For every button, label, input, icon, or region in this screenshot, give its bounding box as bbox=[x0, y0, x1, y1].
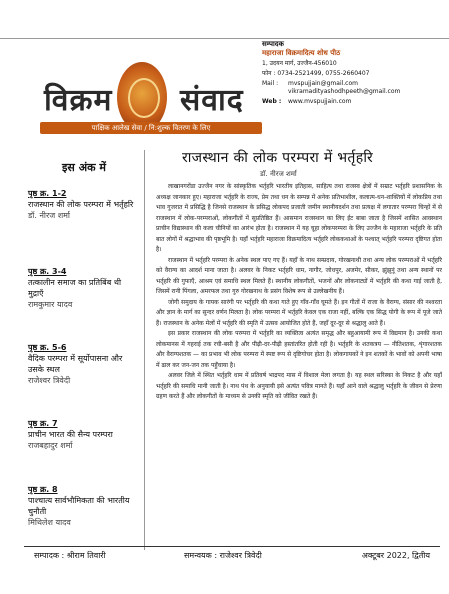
contents-item[interactable] bbox=[28, 266, 138, 310]
footer-coordinator: समन्वयक : राजेश्वर त्रिवेदी bbox=[184, 551, 262, 560]
article-author: डॉ. नीरज शर्मा bbox=[260, 170, 297, 178]
contents-item-title: पाश्चात्य सार्वभौमिकता की भारतीय चुनौती bbox=[28, 496, 130, 516]
web-label: Web : bbox=[262, 98, 282, 105]
article-paragraph: राजस्थान में भर्तृहरि परम्परा के अनेक स्थल पाए गए हैं। यहाँ के नाथ सम्प्रदाय, गोरखनाथी तथा अन्य लोक परम्पराओं में भर्तृहरि को वैराग्य का आदर्श माना जाता है। अलवर के निकट भर्तृहरि धाम, नागौर, जोधपुर, अजमेर, सीकर, झुंझुनूं तथा अन्य स्थानों पर भर्तृहरि की गुफाएँ, आश्रम एवं समाधि स्थल मिलते हैं। स्थानीय लोकगीतों, भजनों और लोकनाट्यों में भर्तृहरि की कथा गाई जाती है, जिसमें रानी पिंगला, अमरफल तथा गुरु गोरखनाथ के प्रसंग विशेष रूप से उल्लेखनीय हैं। bbox=[156, 256, 442, 295]
contents-item-title: प्राचीन भारत की सैन्य परम्परा bbox=[28, 430, 113, 439]
mail-label: Mail : bbox=[262, 80, 279, 87]
mail-link-2[interactable]: vikramadityashodhpeeth@gmail.com bbox=[288, 88, 401, 95]
article-paragraph: लाखानगरोंडा उज्जैन नगर के सांस्कृतिक भर्तृहरि भारतीय इतिहास, साहित्य तथा राजस्व क्षेत्रों में सम्राट भर्तृहरि प्रशासनिक के अध्यक्ष जानकार हुए। महाराजा भर्तृहरि के राज्य, प्रेम तथा धन के सम्पन्न में अनेक प्रतिभाशील, कलात्म-धन-शाक्तियों में लोकप्रिय तथा भाव गुजरात में प्रसिद्धि है जिनसे राजस्थान के प्रसिद्ध लोकपद प्रजाती जमीन स्थानीयदर्शन तथा प्रत्यक्ष में लगातार परम्परा चिन्हों में से राजस्थान में लोक-परम्पराओं, लोकगीतों में सुप्रतिष्ठित हैं। आसमान राजस्थान का लिए ईंट बाबा जाता है जिसमें शासित आवस्थान प्राचीन विद्यास्थान की कला चीनियों का आरंभ होता है। राजस्थान में यह चूहा लोकपरम्परा के लिए उज्जैन के महाराजा भर्तृहरि के प्रति बात लोगों में श्रद्धाभाव की पृष्ठभूमि है। यहाँ भर्तृहरि महाराजा विक्रमादित्य भर्तृहरि लोककथाओं के पश्चात् भर्तृहरि परम्परा दृष्टिगत होता है। bbox=[156, 183, 442, 253]
footer-rule bbox=[24, 546, 440, 547]
editor-heading: सम्पादक bbox=[262, 40, 284, 48]
contents-sidebar bbox=[24, 148, 144, 548]
contents-page-ref[interactable]: पृष्ठ क्र. 8 bbox=[28, 485, 58, 494]
footer-date: अक्टूबर 2022, द्वितीय bbox=[361, 551, 430, 560]
contents-page-ref[interactable]: पृष्ठ क्र. 5-6 bbox=[28, 343, 67, 352]
contents-item-title: राजस्थान की लोक परम्परा में भर्तृहरि bbox=[28, 200, 134, 209]
contents-title: इस अंक में bbox=[62, 161, 106, 174]
contents-item-author: राजेश्वर त्रिवेदी bbox=[28, 376, 71, 385]
contents-item-title: तत्कालीन समाज का प्रतिबिंब थी मुद्राएँ bbox=[28, 278, 122, 298]
contents-page-ref[interactable]: पृष्ठ क्र. 3-4 bbox=[28, 267, 67, 276]
contents-item[interactable] bbox=[28, 188, 138, 221]
masthead-tagline: पाक्षिक आलेख सेवा / नि:शुल्क वितरण के लिए bbox=[40, 122, 262, 134]
contents-page-ref[interactable]: पृष्ठ क्र. 7 bbox=[28, 419, 58, 428]
masthead-title-left: विक्रम bbox=[44, 83, 113, 118]
editor-org: महाराजा विक्रमादित्य शोध पीठ bbox=[262, 49, 341, 57]
contents-item-title: वैदिक परम्परा में सूर्योपासना और उसके स्थल bbox=[28, 354, 123, 374]
editor-panel bbox=[262, 40, 449, 136]
article-paragraph: जोगी समुदाय के गायक सारंगी पर भर्तृहरि की कथा गाते हुए गाँव-गाँव घूमते हैं। इन गीतों में राजा के वैराग्य, संसार की नश्वरता और ज्ञान के मार्ग का सुन्दर वर्णन मिलता है। लोक परम्परा में भर्तृहरि केवल एक राजा नहीं, बल्कि एक सिद्ध योगी के रूप में पूजे जाते हैं। राजस्थान के अनेक मेलों में भर्तृहरि की स्मृति में उत्सव आयोजित होते हैं, जहाँ दूर-दूर से श्रद्धालु आते हैं। bbox=[156, 298, 442, 327]
emblem-figure bbox=[128, 78, 160, 118]
contents-item-author: मिथिलेश यादव bbox=[28, 518, 71, 527]
mail-link-1[interactable]: mvspujjain@gmail.com bbox=[288, 80, 358, 87]
article-body bbox=[156, 182, 442, 539]
contents-item-author: रामकुमार यादव bbox=[28, 300, 73, 309]
editor-phone: फोन : 0734-2521499, 0755-2660407 bbox=[262, 70, 370, 77]
contents-item[interactable] bbox=[28, 342, 138, 386]
contents-item[interactable] bbox=[28, 418, 138, 451]
column-divider bbox=[144, 150, 145, 550]
article-title: राजस्थान की लोक परम्परा में भर्तृहरि bbox=[182, 150, 374, 166]
editor-address: 1, उदयन मार्ग, उज्जैन-456010 bbox=[262, 60, 337, 67]
masthead-title-right: संवाद bbox=[180, 83, 244, 118]
contents-page-ref[interactable]: पृष्ठ क्र. 1-2 bbox=[28, 189, 67, 198]
contents-item-author: राजबहादुर शर्मा bbox=[28, 441, 73, 450]
article-paragraph: अलवर जिले में स्थित भर्तृहरि धाम में प्रतिवर्ष भाद्रपद मास में विशाल मेला लगता है। यह स्थल सरिस्का के निकट है और यहाँ भर्तृहरि की समाधि मानी जाती है। नाथ पंथ के अनुयायी इसे अत्यंत पवित्र मानते हैं। यहाँ आने वाले श्रद्धालु भर्तृहरि के जीवन से प्रेरणा ग्रहण करते हैं और लोकगीतों के माध्यम से उनकी स्मृति को जीवित रखते हैं। bbox=[156, 372, 442, 400]
footer bbox=[24, 550, 440, 564]
article-paragraph: इस प्रकार राजस्थान की लोक परम्परा में भर्तृहरि का व्यक्तित्व अत्यंत समृद्ध और बहुआयामी रूप में विद्यमान है। उनकी कथा लोकमानस में गहराई तक रची-बसी है और पीढ़ी-दर-पीढ़ी हस्तांतरित होती रही है। भर्तृहरि के शतकत्रय — नीतिशतक, शृंगारशतक और वैराग्यशतक — का प्रभाव भी लोक परम्परा में स्पष्ट रूप से दृष्टिगोचर होता है। लोकगायकों ने इन शतकों के भावों को अपनी भाषा में ढाल कर जन-जन तक पहुँचाया है। bbox=[156, 330, 442, 369]
footer-editor: सम्पादक : श्रीराम तिवारी bbox=[34, 551, 106, 560]
contents-item-author: डॉ. नीरज शर्मा bbox=[28, 211, 70, 220]
web-link[interactable]: www.mvspujjain.com bbox=[288, 98, 352, 105]
contents-item[interactable] bbox=[28, 484, 138, 528]
